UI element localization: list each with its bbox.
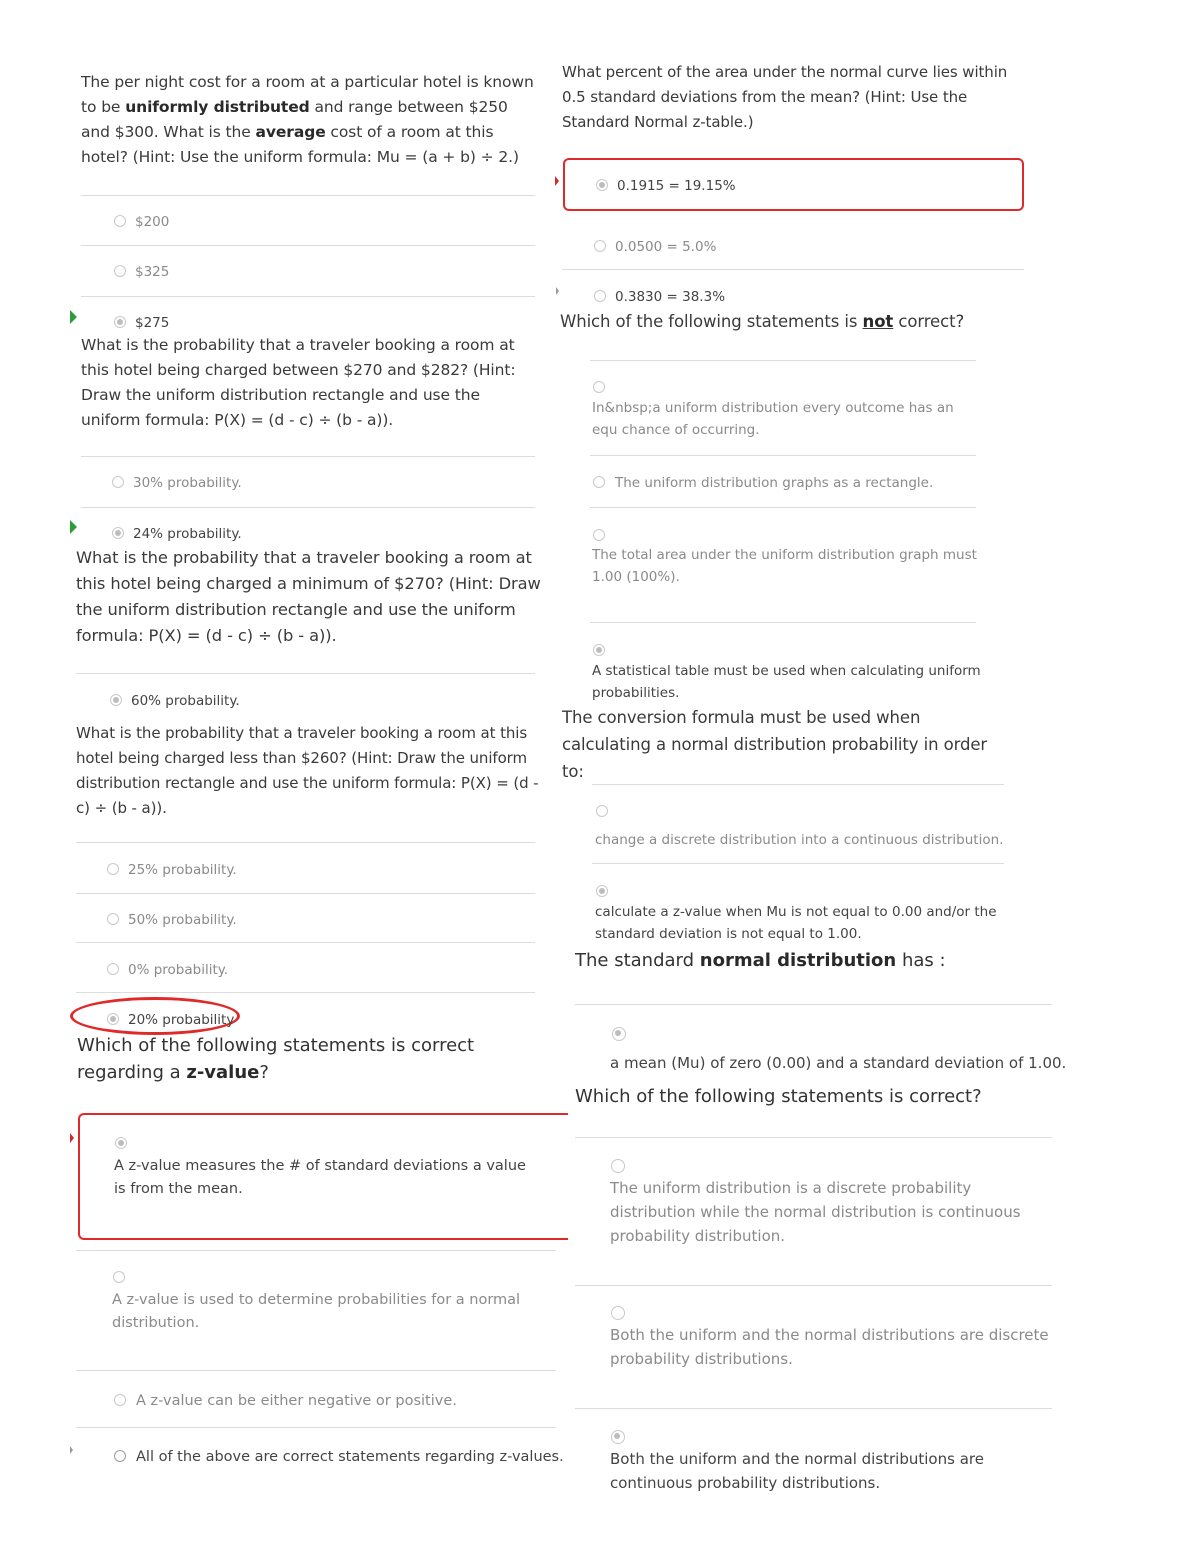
divider xyxy=(575,1408,1052,1409)
marker-icon xyxy=(556,287,559,295)
divider xyxy=(590,360,976,361)
question-hotel-average-cost: The per night cost for a room at a particular hotel is known to be uniformly distributed and range between $250 and $300. What is the average cost of a room at this hotel? (Hint: Use the uniform formula: Mu = (a + b) ÷ 2.) xyxy=(81,73,534,166)
radio-option-selected[interactable] xyxy=(107,1013,119,1025)
marker-icon xyxy=(70,1133,74,1143)
radio-option[interactable] xyxy=(114,1394,126,1406)
question-conversion-formula: The conversion formula must be used when calculating a normal distribution probability in order to: xyxy=(562,708,988,781)
divider xyxy=(76,992,535,993)
option-label: 0% probability. xyxy=(128,962,229,978)
divider xyxy=(81,296,535,297)
option-label: a mean (Mu) of zero (0.00) and a standard deviation of 1.00. xyxy=(610,1054,1067,1072)
divider xyxy=(76,673,535,674)
radio-option[interactable] xyxy=(611,1159,625,1173)
divider xyxy=(575,1137,1052,1138)
radio-option[interactable] xyxy=(593,529,605,541)
option-label: The total area under the uniform distribution graph must 1.00 (100%). xyxy=(592,547,977,585)
radio-option[interactable] xyxy=(596,805,608,817)
divider xyxy=(575,1285,1052,1286)
radio-option[interactable] xyxy=(107,863,119,875)
radio-option-selected[interactable] xyxy=(112,527,124,539)
radio-option[interactable] xyxy=(114,265,126,277)
divider xyxy=(590,455,976,456)
divider xyxy=(81,245,535,246)
option-label: 30% probability. xyxy=(133,475,242,491)
question-charged-less-than: What is the probability that a traveler booking a room at this hotel being charged less than $260? (Hint: Draw the uniform distribution rectangle and use the uniform formula: P(X) = (d - c) ÷ (b - a)). xyxy=(76,724,539,817)
radio-option[interactable] xyxy=(594,290,606,302)
radio-option-selected[interactable] xyxy=(110,694,122,706)
radio-option[interactable] xyxy=(107,963,119,975)
option-label: change a discrete distribution into a continuous distribution. xyxy=(595,832,1004,848)
option-label: A z-value measures the # of standard deviations a value is from the mean. xyxy=(114,1158,526,1197)
radio-option[interactable] xyxy=(611,1306,625,1320)
option-label: calculate a z-value when Mu is not equal to 0.00 and/or the standard deviation is not equal to 1.00. xyxy=(595,904,997,942)
radio-option-selected[interactable] xyxy=(596,885,608,897)
divider xyxy=(562,269,1024,270)
option-label: A statistical table must be used when calculating uniform probabilities. xyxy=(592,663,981,701)
question-percent-area: What percent of the area under the normal curve lies within 0.5 standard deviations from the mean? (Hint: Use the Standard Normal z-table.) xyxy=(562,63,1008,131)
divider xyxy=(76,942,535,943)
divider xyxy=(76,1427,556,1428)
option-label: $200 xyxy=(135,214,170,230)
option-label: Both the uniform and the normal distributions are continuous probability distributions. xyxy=(610,1450,984,1492)
option-label: In&nbsp;a uniform distribution every outcome has an equ chance of occurring. xyxy=(592,400,954,438)
divider xyxy=(76,893,535,894)
marker-icon xyxy=(555,176,559,186)
radio-option-selected[interactable] xyxy=(115,1137,127,1149)
option-label: 0.1915 = 19.15% xyxy=(617,178,736,194)
option-label: Both the uniform and the normal distributions are discrete probability distributions. xyxy=(610,1326,1049,1368)
option-label: A z-value is used to determine probabilities for a normal distribution. xyxy=(112,1292,521,1331)
correct-marker-icon xyxy=(70,310,77,324)
question-not-correct: Which of the following statements is not correct? xyxy=(560,312,965,331)
option-label: 25% probability. xyxy=(128,862,237,878)
divider xyxy=(81,456,535,457)
option-label: 24% probability. xyxy=(133,526,242,542)
question-charged-between: What is the probability that a traveler booking a room at this hotel being charged between $270 and $282? (Hint: Draw the uniform distribution rectangle and use the uniform formula: P(X) = (d - c) ÷ (b - a)). xyxy=(81,336,516,429)
divider xyxy=(590,507,976,508)
option-label: The uniform distribution is a discrete probability distribution while the normal distribution is continuous probability distribution. xyxy=(610,1179,1021,1245)
divider xyxy=(81,195,535,196)
question-z-value: Which of the following statements is correct regarding a z-value? xyxy=(77,1035,475,1083)
option-label: 0.0500 = 5.0% xyxy=(615,239,717,255)
radio-option[interactable] xyxy=(112,476,124,488)
divider xyxy=(590,622,976,623)
radio-option-selected[interactable] xyxy=(114,316,126,328)
option-label: 0.3830 = 38.3% xyxy=(615,289,726,305)
radio-option[interactable] xyxy=(594,240,606,252)
question-standard-normal: The standard normal distribution has : xyxy=(575,950,946,971)
divider xyxy=(81,507,535,508)
option-label: 20% probability xyxy=(128,1012,235,1028)
question-charged-minimum: What is the probability that a traveler booking a room at this hotel being charged a minimum of $270? (Hint: Draw the uniform distribution rectangle and use the uniform formula: P(X) = (d - c) ÷ (b - a)). xyxy=(76,548,541,645)
option-label: 60% probability. xyxy=(131,693,240,709)
radio-option[interactable] xyxy=(114,215,126,227)
radio-option-selected[interactable] xyxy=(593,644,605,656)
radio-option-selected[interactable] xyxy=(596,179,608,191)
option-label: A z-value can be either negative or positive. xyxy=(136,1393,457,1409)
radio-option[interactable] xyxy=(114,1450,126,1462)
divider xyxy=(575,1004,1052,1005)
divider xyxy=(592,863,1004,864)
radio-option-selected[interactable] xyxy=(611,1430,625,1444)
question-which-correct: Which of the following statements is correct? xyxy=(575,1086,982,1107)
radio-option[interactable] xyxy=(593,381,605,393)
radio-option[interactable] xyxy=(107,913,119,925)
option-label: 50% probability. xyxy=(128,912,237,928)
option-label: The uniform distribution graphs as a rectangle. xyxy=(615,475,934,491)
radio-option[interactable] xyxy=(593,476,605,488)
divider xyxy=(76,842,535,843)
marker-icon xyxy=(70,1446,73,1454)
radio-option-selected[interactable] xyxy=(612,1027,626,1041)
divider xyxy=(76,1250,556,1251)
divider xyxy=(592,784,1004,785)
option-label: $325 xyxy=(135,264,170,280)
radio-option[interactable] xyxy=(113,1271,125,1283)
option-label: All of the above are correct statements regarding z-values. xyxy=(136,1449,564,1465)
divider xyxy=(76,1370,556,1371)
correct-marker-icon xyxy=(70,520,77,534)
option-label: $275 xyxy=(135,315,170,331)
